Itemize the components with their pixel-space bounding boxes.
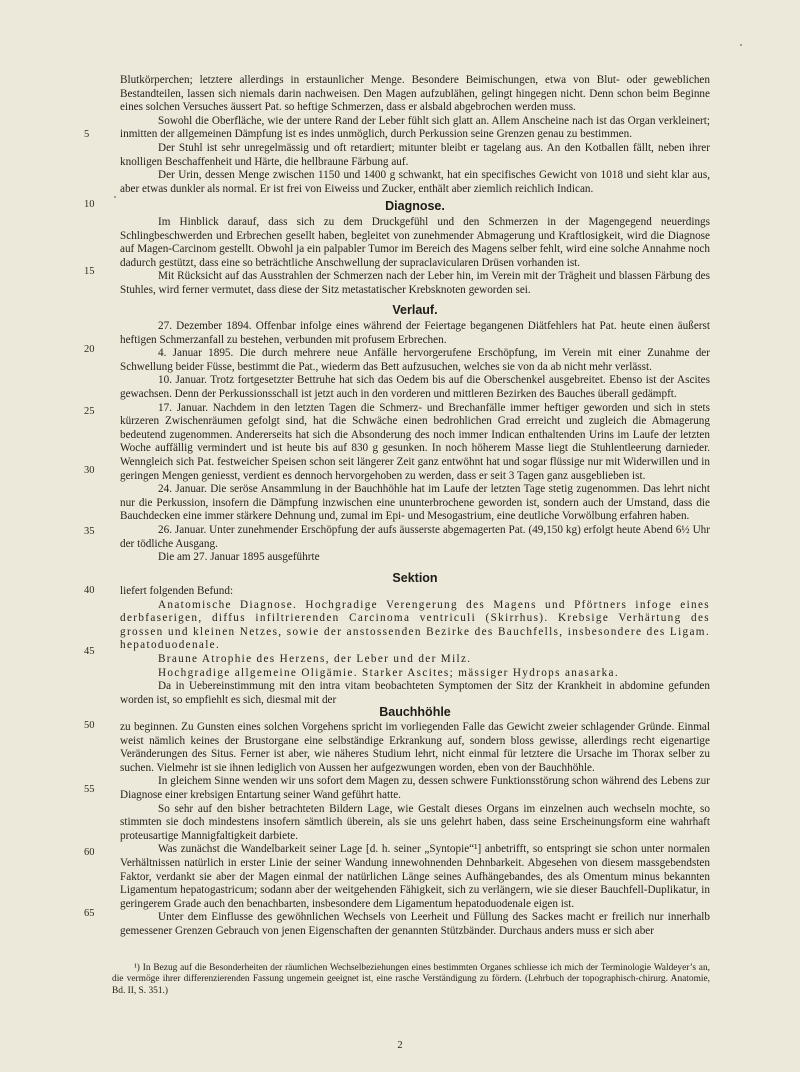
line-number: 60 (84, 847, 95, 858)
paragraph: zu beginnen. Zu Gunsten eines solchen Vorgehens spricht im vorliegenden Falle das Gewicht zweier schlagender Gründe. Einmal weist nämlich keines der Brustorgane eine selbständige Erkrankung auf, sondern bloss gewisse, allerdings recht eigenartige Veränderungen des Situs. Ferner ist aber, wie näheres Studium lehrt, nicht einmal für letztere die Ursache im Thorax selber zu suchen. Vielmehr ist sie ihnen lediglich von Aussen her aufgezwungen worden, eben von der Bauchhöhle. (120, 721, 710, 774)
paragraph: Im Hinblick darauf, dass sich zu dem Druckgefühl und den Schmerzen in der Magengegend neuerdings Schlingbeschwerden und Erbrechen gesellt haben, begleitet von zunehmender Abmagerung und Kraftlosigkeit, wird die Diagnose auf Magen-Carcinom gestellt. Obwohl ja ein palpabler Tumor im Bereich des Magens selber fehlt, wird eine solche Annahme noch dadurch gestützt, dass eine so beträchtliche Anschwellung der supraclavicularen Drüsen vorhanden ist. (120, 216, 710, 269)
line-number: 10 (84, 199, 95, 210)
paragraph: Was zunächst die Wandelbarkeit seiner Lage [d. h. seiner „Syntopie“¹] anbetrifft, so entspringt sie schon unter normalen Verhältnissen natürlich in erster Linie der seiner Wandung innewohnenden Dehnbarkeit. Abgesehen von diesem massgebendsten Faktor, verdankt sie aber der Magen einmal der natürlichen Länge seines Aufhängebandes, des als Omentum minus bekannten Ligamentum hepatogastricum; sodann aber der weitgehenden Fähigkeit, sich zu verlängern, wie sie dieser Bauchfell-Duplikatur, in geringerem Grade auch den benachbarten, insbesondere dem Ligamentum hepatoduodenale eigen ist. (120, 843, 710, 910)
line-number: 25 (84, 406, 95, 417)
paper-speck (740, 44, 742, 46)
line-number: 15 (84, 266, 95, 277)
text-block-bauchhoehle (120, 721, 710, 939)
text-block-verlauf (120, 320, 710, 565)
line-number: 45 (84, 646, 95, 657)
line-number: 5 (84, 129, 90, 140)
paragraph: Hochgradige allgemeine Oligämie. Starker Ascites; mässiger Hydrops anasarka. (158, 666, 619, 679)
line-number: 20 (84, 344, 95, 355)
paragraph: Der Urin, dessen Menge zwischen 1150 und 1400 g schwankt, hat ein specifisches Gewicht von 1018 und sieht klar aus, aber etwas dunkler als normal. Er ist frei von Eiweiss und Zucker, enthält aber ziemlich reichlich Indican. (120, 169, 710, 195)
paragraph: 27. Dezember 1894. Offenbar infolge eines während der Feiertage begangenen Diätfehlers hat Pat. heute einen äußerst heftigen Schmerzanfall zu bestehen, verbunden mit profusem Erbrechen. (120, 320, 710, 346)
paragraph: Unter dem Einflusse des gewöhnlichen Wechsels von Leerheit und Füllung des Sackes macht er freilich nur innerhalb gemessener Grenzen Gebrauch von jenen Eigenschaften der genannten Stützbänder. Durchaus anders muss er sich aber (120, 911, 710, 937)
footnote (112, 963, 710, 997)
line-number: 30 (84, 465, 95, 476)
line-number: 40 (84, 585, 95, 596)
footnote-text: ¹) In Bezug auf die Besonderheiten der räumlichen Wechselbeziehungen eines bestimmten Organes schliesse ich mich der Terminologie Waldeyer’s an, die vermöge ihrer differenzierenden Fassung ungemein geeignet ist, eine rasche Verständigung zu fördern. (Lehrbuch der topographisch-chirurg. Anatomie, Bd. II, S. 351.) (112, 963, 710, 996)
paragraph: 4. Januar 1895. Die durch mehrere neue Anfälle hervorgerufene Erschöpfung, im Verein mit einer Zunahme der Schwellung beider Füsse, bestimmt die Pat., wiederm das Bett aufzusuchen, welches sie von da ab nicht mehr verlässt. (120, 347, 710, 373)
line-number: 50 (84, 720, 95, 731)
line-number: 55 (84, 784, 95, 795)
paragraph: Sowohl die Oberfläche, wie der untere Rand der Leber fühlt sich glatt an. Allem Anscheine nach ist das Organ verkleinert; inmitten der allgemeinen Dämpfung ist es indes unmöglich, durch Perkussion seine Grenzen genau zu bestimmen. (120, 114, 710, 141)
section-heading-diagnose: Diagnose. (385, 199, 445, 213)
section-heading-bauchhoehle: Bauchhöhle (379, 705, 451, 719)
paragraph: liefert folgenden Befund: (120, 585, 234, 597)
paragraph: Braune Atrophie des Herzens, der Leber und der Milz. (158, 652, 472, 665)
paragraph: 26. Januar. Unter zunehmender Erschöpfung der aufs äusserste abgemagerten Pat. (49,150 kg) erfolgt heute Abend 6½ Uhr der tödliche Ausgang. (120, 523, 710, 550)
line-number: 35 (84, 526, 95, 537)
paragraph: In gleichem Sinne wenden wir uns sofort dem Magen zu, dessen schwere Funktionsstörung schon während des Lebens zur Diagnose einer krebsigen Entartung seiner Wand geführt hatte. (120, 775, 710, 801)
paragraph: Der Stuhl ist sehr unregelmässig und oft retardiert; mitunter bleibt er tagelang aus. An den Kotballen fällt, neben ihrer knolligen Beschaffenheit und Härte, die hellbraune Färbung auf. (120, 141, 710, 168)
paragraph: Anatomische Diagnose. Hochgradige Verengerung des Magens und Pförtners infoge eines derbfaserigen, diffus infiltrierenden Carcinoma ventriculi (Skirrhus). Krebsige Verhärtung des grossen und kleinen Netzes, sowie der anstossenden Bezirke des Bauchfells, insbesondere des Ligam. hepatoduodenale. (120, 598, 710, 652)
line-number: 65 (84, 908, 95, 919)
page-number: 2 (397, 1040, 403, 1051)
paragraph: 24. Januar. Die seröse Ansammlung in der Bauchhöhle hat im Laufe der letzten Tage stetig zugenommen. Das lehrt nicht nur die Perkussion, insofern die Dämpfung inzwischen eine ununterbrochene geworden ist, sondern auch der Umstand, dass die Bauchdecken eine immer stärkere Dehnung und, zumal im Epi- und Mesogastrium, eine deutliche Vorwölbung erfahren haben. (120, 483, 710, 523)
paper-speck (114, 196, 116, 198)
paragraph: Blutkörperchen; letztere allerdings in erstaunlicher Menge. Besondere Beimischungen, etwa von Blut- oder geweblichen Bestandteilen, lassen sich niemals darin nachweisen. Den Magen aufzublähen, gelingt hingegen nicht. Denn schon beim Beginne eines solchen Versuches äussert Pat. so heftige Schmerzen, dass er alsbald abgebrochen werden muss. (120, 74, 710, 114)
paragraph: 10. Januar. Trotz fortgesetzter Bettruhe hat sich das Oedem bis auf die Oberschenkel ausgebreitet. Ebenso ist der Ascites gewachsen. Denn der Perkussionsschall ist jetzt auch in den vorderen und mittleren Bezirken des Bauches überall gedämpft. (120, 374, 710, 400)
text-block-sektion (120, 585, 710, 707)
paragraph: 17. Januar. Nachdem in den letzten Tagen die Schmerz- und Brechanfälle immer heftiger geworden und sich in stets kürzeren Zwischenräumen gefolgt sind, hat die Schwäche einen bedrohlichen Grad erreicht und zugleich die Abmagerung bedeutend zugenommen. Andererseits hat sich die Absonderung des noch immer Indican enthaltenden Urins im Laufe der letzten Woche auffällig vermindert und ist heute bis auf 830 g gesunken. In noch höherem Masse liegt die Stuhlentleerung darnieder. Wenngleich sich Pat. festweicher Speisen schon seit längerer Zeit ganz entwöhnt hat und sogar flüssige nur mit Widerwillen und in geringen Mengen geniesst, verdient es dennoch hervorgehoben zu werden, dass er seit 3 Tagen ganz ausgeblieben ist. (120, 401, 710, 482)
text-block-befund (120, 74, 710, 196)
section-heading-verlauf: Verlauf. (392, 303, 438, 317)
paragraph: So sehr auf den bisher betrachteten Bildern Lage, wie Gestalt dieses Organs im einzelnen auch wechseln mochte, so stimmten sie doch mindestens insofern sämtlich überein, als sie uns gelehrt haben, dass seine Erscheinungsform eine wahrhaft proteusartige Mannigfaltigkeit darbiete. (120, 802, 710, 842)
section-heading-sektion: Sektion (392, 571, 438, 585)
paragraph: Mit Rücksicht auf das Ausstrahlen der Schmerzen nach der Leber hin, im Verein mit der Trägheit und blassen Färbung des Stuhles, wird ferner vermutet, dass diese der Sitz metastatischer Krebsknoten geworden sei. (120, 270, 710, 296)
text-block-diagnose (120, 216, 710, 298)
paragraph: Da in Uebereinstimmung mit den intra vitam beobachteten Symptomen der Sitz der Krankheit in abdomine gefunden worden ist, so empfiehlt es sich, diesmal mit der (120, 680, 710, 706)
paragraph: Die am 27. Januar 1895 ausgeführte (158, 551, 320, 564)
